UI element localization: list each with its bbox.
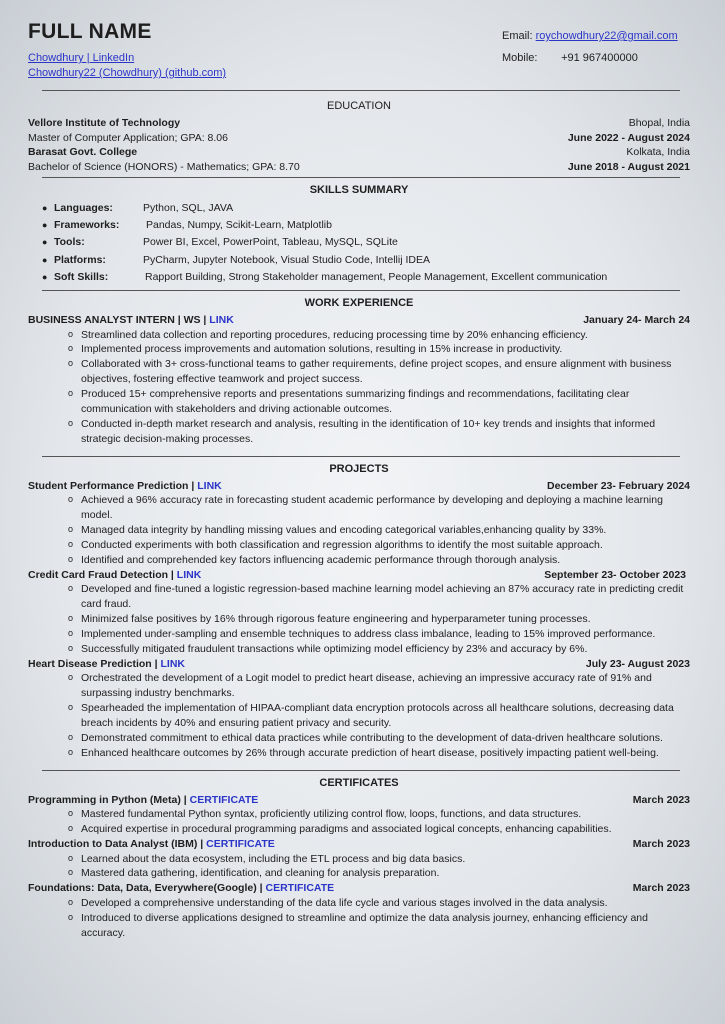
skill-value: PyCharm, Jupyter Notebook, Visual Studio Code, Intellij IDEA xyxy=(143,253,430,266)
certificate-link[interactable]: CERTIFICATE xyxy=(206,838,275,851)
project-link[interactable]: LINK xyxy=(160,657,185,670)
work-title: WORK EXPERIENCE xyxy=(304,297,414,310)
certificate-name: Foundations: Data, Data, Everywhere(Google) | xyxy=(28,882,266,895)
work-bullets xyxy=(28,328,690,447)
project-name: Student Performance Prediction | xyxy=(28,479,198,492)
education-dates: June 2022 - August 2024 xyxy=(567,131,690,144)
divider xyxy=(42,770,680,771)
github-link[interactable]: Chowdhury22 (Chowdhury) (github.com) xyxy=(28,67,227,79)
project-dates: July 23- August 2023 xyxy=(585,657,690,670)
bullet-icon: ● xyxy=(42,271,48,282)
email-line xyxy=(502,30,678,42)
mobile-number: +91 967400000 xyxy=(561,52,638,64)
list-item: o Introduced to diverse applications designed to streamline and optimize the data analysis journey, enhancing efficiency and accuracy. xyxy=(68,911,690,941)
certificates-title: CERTIFICATES xyxy=(319,776,399,789)
work-header-row xyxy=(28,313,690,328)
project-header-row xyxy=(28,479,690,494)
certificate-header-row xyxy=(28,837,690,852)
certificate-header-row xyxy=(28,881,690,896)
linkedin-link[interactable]: Chowdhury | LinkedIn xyxy=(28,52,135,64)
certificate-name: Programming in Python (Meta) | xyxy=(28,793,190,806)
project-header-row xyxy=(28,568,690,583)
skill-label: Platforms: xyxy=(54,253,106,266)
work-link[interactable]: LINK xyxy=(209,314,234,327)
list-item: o Collaborated with 3+ cross-functional teams to gather requirements, define project scopes, and ensure alignment with business objectives, fostering effective teamwork and project success. xyxy=(68,357,690,387)
project-bullets xyxy=(28,493,690,568)
list-item: o Streamlined data collection and reporting procedures, reducing processing time by 20% enhancing efficiency. xyxy=(68,328,690,343)
education-title: EDUCATION xyxy=(327,100,391,112)
project-link[interactable]: LINK xyxy=(176,568,202,581)
education-row xyxy=(28,145,690,160)
school-location: Kolkata, India xyxy=(626,146,690,158)
certificate-bullets xyxy=(28,807,690,837)
divider xyxy=(42,90,680,91)
list-item: o Minimized false positives by 16% through rigorous feature engineering and hyperparameter tuning processes. xyxy=(68,612,690,627)
divider xyxy=(42,177,680,178)
list-item: o Implemented under-sampling and ensemble techniques to address class imbalance, leading to 15% improved performance. xyxy=(68,627,690,642)
skill-item xyxy=(42,269,690,286)
list-item: o Successfully mitigated fraudulent transactions while optimizing model efficiency by 23% and accuracy by 6%. xyxy=(68,642,690,657)
education-section xyxy=(28,116,690,174)
list-item: o Mastered data gathering, identification, and cleaning for analysis preparation. xyxy=(68,866,690,881)
divider xyxy=(42,290,680,291)
list-item: o Acquired expertise in procedural programming paradigms and associated logical concepts, enhancing capabilities. xyxy=(68,822,690,837)
certificate-title-line xyxy=(28,881,334,896)
skills-list xyxy=(28,200,690,286)
skill-item xyxy=(42,200,690,217)
skill-label: Tools: xyxy=(54,236,85,249)
project-link[interactable]: LINK xyxy=(197,479,222,492)
certificate-link[interactable]: CERTIFICATE xyxy=(189,793,259,806)
skill-item xyxy=(42,217,690,234)
work-role-line xyxy=(28,313,234,328)
list-item: o Learned about the data ecosystem, including the ETL process and big data basics. xyxy=(68,852,690,867)
skill-item xyxy=(42,234,690,251)
skill-value: Rapport Building, Strong Stakeholder management, People Management, Excellent communication xyxy=(145,270,608,283)
certificate-date: March 2023 xyxy=(632,793,690,806)
education-row xyxy=(28,160,690,175)
list-item: o Developed and fine-tuned a logistic regression-based machine learning model achieving an 87% accuracy rate in predicting credit card fraud. xyxy=(68,582,690,612)
project-bullets xyxy=(28,671,690,760)
list-item: o Spearheaded the implementation of HIPAA-compliant data encryption protocols across all healthcare solutions, decreasing data breach incidents by 40% and ensuring patient privacy and security. xyxy=(68,701,690,731)
skill-label: Languages: xyxy=(54,202,113,214)
list-item: o Achieved a 96% accuracy rate in forecasting student academic performance by developing and deploying a machine learning model. xyxy=(68,493,690,523)
mobile-label: Mobile: xyxy=(502,52,538,64)
skill-label: Soft Skills: xyxy=(54,270,109,283)
full-name: FULL NAME xyxy=(28,20,152,43)
project-name: Credit Card Fraud Detection | xyxy=(28,568,177,581)
certificate-title-line xyxy=(28,793,258,808)
certificate-name: Introduction to Data Analyst (IBM) | xyxy=(28,838,207,851)
list-item: o Managed data integrity by handling missing values and encoding categorical variables,enhancing quality by 33%. xyxy=(68,523,690,538)
divider xyxy=(42,456,680,457)
list-item: o Orchestrated the development of a Logit model to predict heart disease, achieving an impressive accuracy rate of 91% and surpassing industry benchmarks. xyxy=(68,671,690,701)
certificate-bullets xyxy=(28,852,690,882)
school-name: Vellore Institute of Technology xyxy=(28,117,181,129)
bullet-icon: ● xyxy=(42,220,48,231)
school-location: Bhopal, India xyxy=(628,117,690,129)
certificate-date: March 2023 xyxy=(632,882,690,895)
certificate-title-line xyxy=(28,837,275,852)
project-title-line xyxy=(28,479,222,494)
education-row xyxy=(28,116,690,131)
certificate-header-row xyxy=(28,793,690,808)
project-name: Heart Disease Prediction | xyxy=(28,657,161,670)
list-item: o Produced 15+ comprehensive reports and presentations summarizing findings and recommendations, facilitating clear communication with stakeholders and driving actionable outcomes. xyxy=(68,387,690,417)
project-dates: December 23- February 2024 xyxy=(547,479,690,492)
projects-title: PROJECTS xyxy=(329,462,389,475)
list-item: o Conducted in-depth market research and analysis, resulting in the identification of 10+ key trends and insights that informed strategic decision-making processes. xyxy=(68,417,690,447)
project-dates: September 23- October 2023 xyxy=(544,568,686,581)
skill-label: Frameworks: xyxy=(54,219,120,232)
list-item: o Implemented process improvements and automation solutions, resulting in 15% increase in productivity. xyxy=(68,342,690,357)
list-item: o Enhanced healthcare outcomes by 26% through accurate prediction of heart disease, positively impacting patient well-being. xyxy=(68,746,690,761)
list-item: o Demonstrated commitment to ethical data practices while contributing to the development of data-driven healthcare solutions. xyxy=(68,731,690,746)
mobile-line xyxy=(502,52,638,64)
project-header-row xyxy=(28,657,690,672)
project-title-line xyxy=(28,568,201,583)
email-label: Email: xyxy=(502,30,533,42)
bullet-icon: ● xyxy=(42,254,48,265)
skill-value: Python, SQL, JAVA xyxy=(143,202,234,214)
email-link[interactable]: roychowdhury22@gmail.com xyxy=(535,30,678,42)
bullet-icon: ● xyxy=(42,203,48,213)
list-item: o Developed a comprehensive understanding of the data life cycle and various stages involved in the data analysis. xyxy=(68,896,690,911)
resume-header xyxy=(28,18,690,84)
list-item: o Identified and comprehended key factors influencing academic performance through thorough analysis. xyxy=(68,553,690,568)
certificate-bullets xyxy=(28,896,690,941)
education-dates: June 2018 - August 2021 xyxy=(567,160,690,173)
list-item: o Mastered fundamental Python syntax, proficiently utilizing control flow, loops, functions, and data structures. xyxy=(68,807,690,822)
certificate-link[interactable]: CERTIFICATE xyxy=(265,882,335,895)
resume-page xyxy=(28,18,690,941)
degree: Bachelor of Science (HONORS) - Mathematics; GPA: 8.70 xyxy=(28,160,300,173)
list-item: o Conducted experiments with both classification and regression algorithms to identify the most suitable approach. xyxy=(68,538,690,553)
work-dates: January 24- March 24 xyxy=(583,314,690,327)
skills-title: SKILLS SUMMARY xyxy=(309,184,409,196)
bullet-icon: ● xyxy=(42,237,48,248)
skill-value: Pandas, Numpy, Scikit-Learn, Matplotlib xyxy=(146,219,332,232)
certificate-date: March 2023 xyxy=(632,838,690,851)
degree: Master of Computer Application; GPA: 8.06 xyxy=(28,131,228,144)
school-name: Barasat Govt. College xyxy=(28,146,138,158)
education-row xyxy=(28,131,690,146)
skill-item xyxy=(42,252,690,269)
skill-value: Power BI, Excel, PowerPoint, Tableau, MySQL, SQLite xyxy=(143,236,398,249)
project-bullets xyxy=(28,582,690,657)
work-role: BUSINESS ANALYST INTERN | WS | xyxy=(28,314,210,327)
project-title-line xyxy=(28,657,185,672)
